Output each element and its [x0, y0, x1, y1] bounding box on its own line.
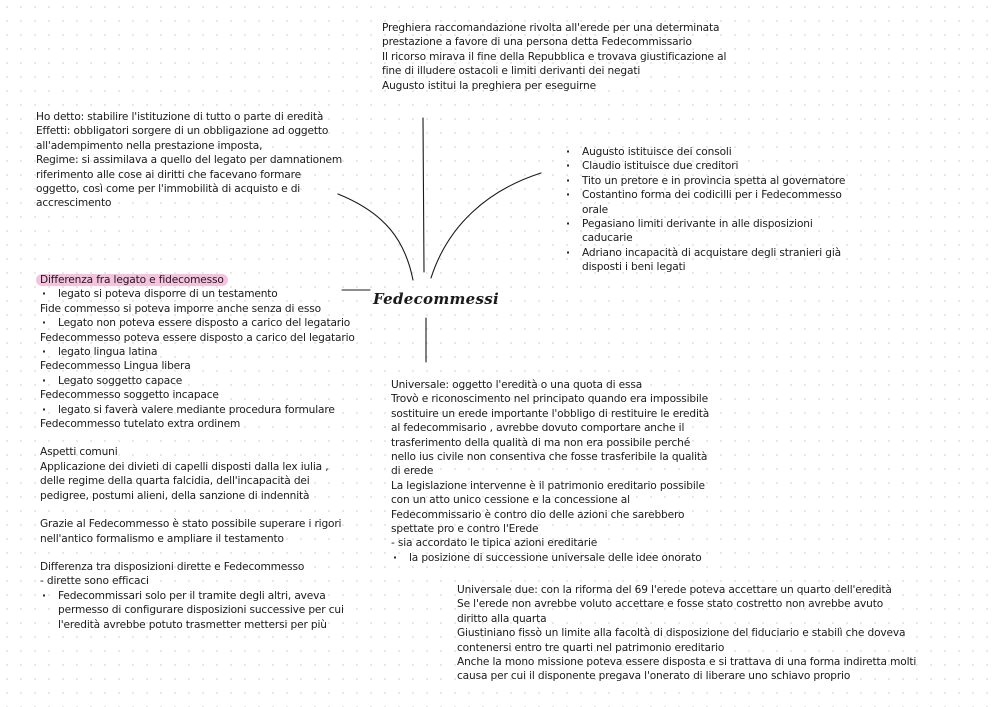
text-line: nell'antico formalismo e ampliare il testamento — [40, 532, 284, 545]
text-line: sostituire un erede importante l'obbligo di restituire le eredità — [391, 407, 710, 420]
connector-left-top — [338, 194, 413, 280]
text-line: Applicazione dei divieti di capelli disposti dalla lex iulia , — [40, 460, 329, 473]
text-line: Il ricorso mirava il fine della Repubblica e trovava giustificazione al — [382, 50, 727, 63]
text-line: Grazie al Fedecommesso è stato possibile superare i rigori — [40, 518, 342, 531]
section-heading-differenza: Differenza tra disposizioni dirette e Fedecommesso — [40, 560, 305, 573]
text-line: fine di illudere ostacoli e limiti derivanti dei negati — [382, 65, 641, 78]
text-line: Giustiniano fissò un limite alla facoltà di disposizione del fiduciario e stabilì che doveva — [457, 627, 906, 640]
text-line: contenersi entro tre quarti nel patrimonio ereditario — [457, 641, 725, 654]
text-line: Anche la mono missione poteva essere disposta e si trattava di una forma indiretta molti — [457, 656, 917, 669]
left-top-note-block — [36, 110, 342, 211]
central-topic-title: Fedecommessi — [373, 290, 500, 308]
list-item: · legato si faverà valere mediante procedura formulare — [40, 403, 355, 417]
bottom-right-note-block — [457, 583, 916, 684]
text-line: spettate pro e contro l'Erede — [391, 523, 539, 536]
text-line: riferimento alle cose ai diritti che facevano formare — [36, 168, 301, 181]
list-item: · legato lingua latina — [40, 345, 355, 359]
text-line: trasferimento della qualità di ma non era possibile perché — [391, 436, 691, 449]
text-line: accrescimento — [36, 197, 112, 210]
text-line: di erede — [391, 465, 434, 478]
text-line: Effetti: obbligatori sorgere di un obbligazione ad oggetto — [36, 125, 329, 138]
center-bottom-note-block — [391, 378, 709, 565]
list-item-continuation: disposti i beni legati — [582, 261, 686, 274]
list-item: · Legato non poteva essere disposto a carico del legatario — [40, 316, 355, 330]
list-item-continuation: permesso di configurare disposizioni successive per cui — [58, 604, 344, 617]
text-line: Fedecommesso Lingua libera — [40, 360, 191, 373]
text-line: La legislazione intervenne è il patrimonio ereditario possibile — [391, 479, 705, 492]
list-item: · Augusto istituisce dei consoli — [564, 145, 845, 159]
list-item-continuation: l'eredità avrebbe potuto trasmetter mettersi per più — [58, 618, 327, 631]
list-item: · legato si poteva disporre di un testamento — [40, 287, 355, 301]
text-line: delle regime della quarta falcidia, dell'incapacità dei — [40, 475, 310, 488]
connector-top — [423, 118, 424, 272]
list-item-continuation: orale — [582, 203, 609, 216]
connector-right-top — [431, 173, 541, 278]
text-line: Fedecommesso tutelato extra ordinem — [40, 418, 241, 431]
text-line: Ho detto: stabilire l'istituzione di tutto o parte di eredità — [36, 111, 324, 123]
highlighted-heading: Differenza fra legato e fidecomesso — [36, 274, 228, 286]
text-line: Augusto istitui la preghiera per eseguirne — [382, 79, 596, 92]
text-line: Fedecommissario è contro dio delle azioni che sarebbero — [391, 508, 685, 521]
text-line: nello ius civile non consentiva che fosse trasferibile la qualità — [391, 451, 708, 464]
text-line: oggetto, così come per l'immobilità di acquisto e di — [36, 183, 301, 196]
text-line: - dirette sono efficaci — [40, 575, 149, 588]
text-line: Universale due: con la riforma del 69 l'erede poteva accettare un quarto dell'eredità — [457, 584, 892, 596]
list-item: · la posizione di successione universale delle idee onorato — [391, 551, 709, 565]
text-line: Fide commesso si poteva imporre anche senza di esso — [40, 302, 321, 315]
text-line: causa per cui il disponente pregava l'onerato di liberare uno schiavo proprio — [457, 670, 851, 683]
text-line: prestazione a favore di una persona detta Fedecommissario — [382, 36, 692, 49]
list-item: · Fedecommissari solo per il tramite degli altri, aveva — [40, 589, 355, 603]
list-item: · Costantino forma dei codicilli per i Fedecommesso — [564, 188, 845, 202]
text-line: Universale: oggetto l'eredità o una quota di essa — [391, 379, 643, 391]
text-line: al fedecommisario , avrebbe dovuto comportare anche il — [391, 422, 685, 435]
text-line: Fedecommesso soggetto incapace — [40, 389, 219, 402]
text-line: - sia accordato le tipica azioni ereditarie — [391, 537, 598, 550]
left-bottom-note-block — [40, 273, 355, 632]
text-line: pedigree, postumi alieni, della sanzione di indennità — [40, 489, 310, 502]
list-item: · Adriano incapacità di acquistare degli stranieri già — [564, 246, 845, 260]
list-item: · Legato soggetto capace — [40, 374, 355, 388]
text-line: Regime: si assimilava a quello del legato per damnationem — [36, 154, 343, 167]
text-line: diritto alla quarta — [457, 612, 547, 625]
list-item: · Claudio istituisce due creditori — [564, 159, 845, 173]
list-item-continuation: caducarie — [582, 232, 633, 245]
text-line: Fedecommesso poteva essere disposto a carico del legatario — [40, 331, 355, 344]
list-item: · Tito un pretore e in provincia spetta al governatore — [564, 174, 845, 188]
text-line: Se l'erede non avrebbe voluto accettare e fosse stato costretto non avrebbe avuto — [457, 598, 884, 611]
right-top-note-block — [564, 145, 845, 275]
text-line: Preghiera raccomandazione rivolta all'erede per una determinata — [382, 22, 720, 34]
text-line: con un atto unico cessione e la concessione al — [391, 494, 630, 507]
text-line: Trovò e riconoscimento nel principato quando era impossibile — [391, 393, 708, 406]
text-line: all'adempimento nella prestazione imposta, — [36, 139, 263, 152]
top-note-block — [382, 21, 726, 93]
section-heading-aspetti: Aspetti comuni — [40, 446, 118, 459]
list-item: · Pegasiano limiti derivante in alle disposizioni — [564, 217, 845, 231]
